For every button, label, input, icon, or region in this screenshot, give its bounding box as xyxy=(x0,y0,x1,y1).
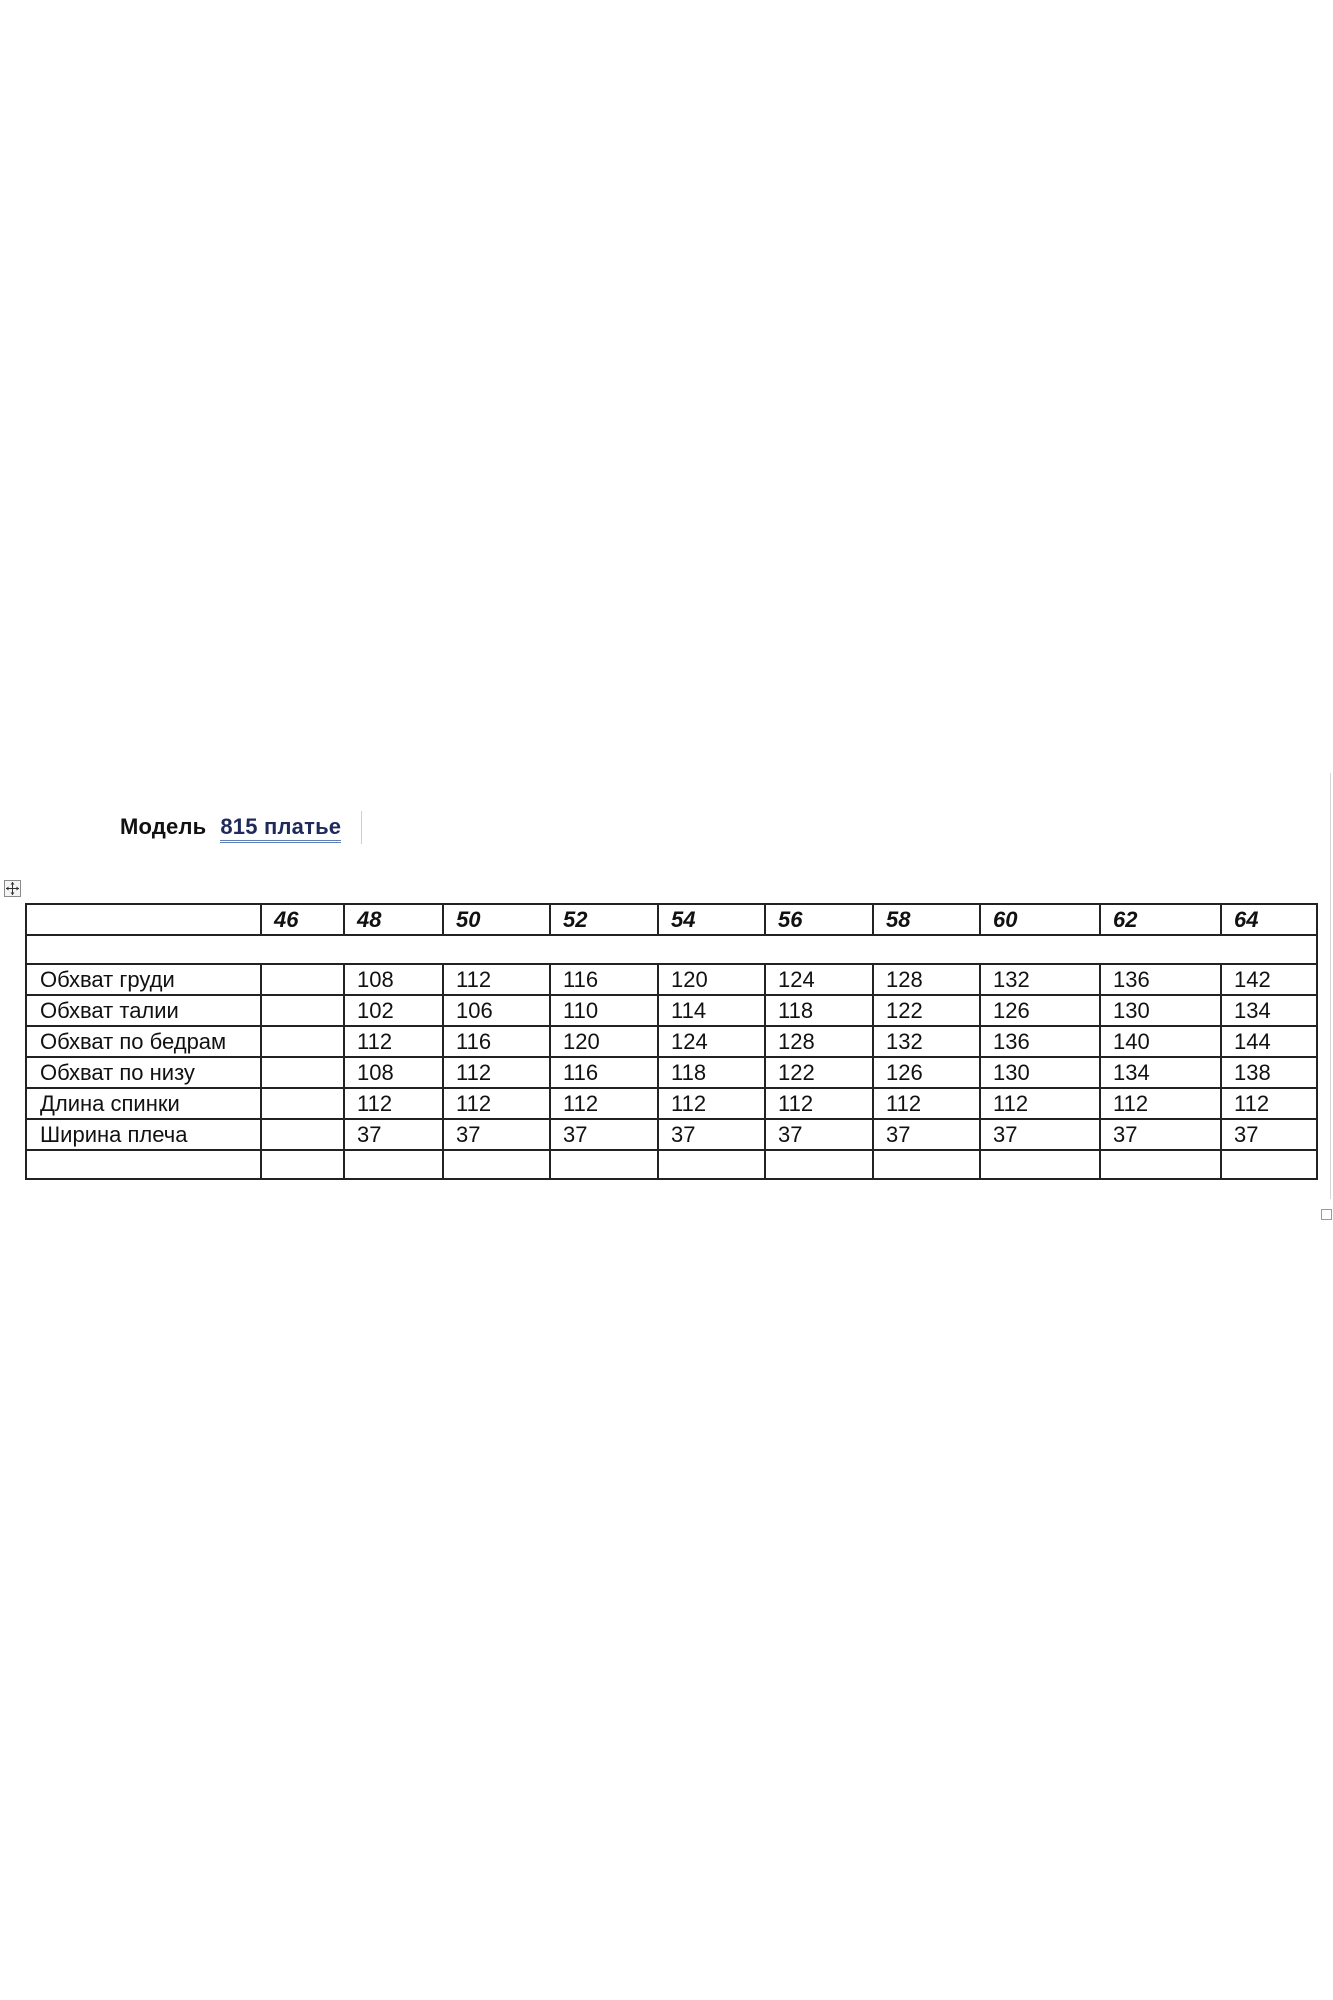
measurement-label[interactable]: Обхват по бедрам xyxy=(26,1026,261,1057)
measurement-value-cell[interactable]: 130 xyxy=(1100,995,1221,1026)
title-label: Модель xyxy=(120,814,207,839)
measurement-value-cell[interactable]: 126 xyxy=(980,995,1100,1026)
measurement-value-cell[interactable]: 102 xyxy=(344,995,443,1026)
measurement-row xyxy=(26,995,1317,1026)
measurement-value-cell[interactable]: 112 xyxy=(980,1088,1100,1119)
measurement-row xyxy=(26,964,1317,995)
measurement-value-cell[interactable]: 126 xyxy=(873,1057,980,1088)
measurement-value-cell[interactable]: 116 xyxy=(550,964,658,995)
measurement-value-cell[interactable]: 112 xyxy=(344,1026,443,1057)
empty-cell[interactable] xyxy=(443,1150,550,1179)
measurement-value-cell[interactable] xyxy=(261,1119,344,1150)
size-header-cell[interactable]: 46 xyxy=(261,904,344,935)
measurement-row xyxy=(26,1057,1317,1088)
empty-cell[interactable] xyxy=(1221,1150,1317,1179)
measurement-value-cell[interactable]: 112 xyxy=(873,1088,980,1119)
measurement-value-cell[interactable]: 124 xyxy=(765,964,873,995)
measurement-value-cell[interactable]: 112 xyxy=(1100,1088,1221,1119)
measurement-value-cell[interactable]: 142 xyxy=(1221,964,1317,995)
empty-cell[interactable] xyxy=(873,1150,980,1179)
measurement-value-cell[interactable]: 136 xyxy=(980,1026,1100,1057)
blank-merged-cell[interactable] xyxy=(26,935,1317,964)
size-header-cell[interactable]: 62 xyxy=(1100,904,1221,935)
measurement-value-cell[interactable]: 134 xyxy=(1221,995,1317,1026)
measurement-value-cell[interactable] xyxy=(261,1026,344,1057)
measurement-value-cell[interactable]: 37 xyxy=(658,1119,765,1150)
measurement-value-cell[interactable]: 118 xyxy=(658,1057,765,1088)
measurement-label[interactable]: Обхват по низу xyxy=(26,1057,261,1088)
measurement-value-cell[interactable] xyxy=(261,1088,344,1119)
measurement-value-cell[interactable]: 116 xyxy=(550,1057,658,1088)
empty-cell[interactable] xyxy=(26,1150,261,1179)
empty-cell[interactable] xyxy=(261,1150,344,1179)
measurement-value-cell[interactable]: 122 xyxy=(765,1057,873,1088)
measurement-value-cell[interactable]: 120 xyxy=(658,964,765,995)
size-header-cell[interactable]: 52 xyxy=(550,904,658,935)
measurement-value-cell[interactable]: 124 xyxy=(658,1026,765,1057)
empty-cell[interactable] xyxy=(550,1150,658,1179)
measurement-value-cell[interactable]: 106 xyxy=(443,995,550,1026)
measurement-value-cell[interactable]: 37 xyxy=(550,1119,658,1150)
measurement-value-cell[interactable]: 37 xyxy=(344,1119,443,1150)
size-chart-table xyxy=(25,903,1318,1180)
size-header-cell[interactable]: 48 xyxy=(344,904,443,935)
measurement-value-cell[interactable] xyxy=(261,1057,344,1088)
measurement-value-cell[interactable]: 134 xyxy=(1100,1057,1221,1088)
measurement-value-cell[interactable]: 130 xyxy=(980,1057,1100,1088)
size-header-cell[interactable]: 54 xyxy=(658,904,765,935)
measurement-value-cell[interactable] xyxy=(261,964,344,995)
measurement-value-cell[interactable]: 114 xyxy=(658,995,765,1026)
measurement-value-cell[interactable]: 112 xyxy=(344,1088,443,1119)
measurement-value-cell[interactable]: 132 xyxy=(980,964,1100,995)
size-header-cell[interactable]: 60 xyxy=(980,904,1100,935)
measurement-value-cell[interactable]: 116 xyxy=(443,1026,550,1057)
measurement-value-cell[interactable]: 108 xyxy=(344,1057,443,1088)
measurement-label[interactable]: Обхват груди xyxy=(26,964,261,995)
measurement-value-cell[interactable]: 144 xyxy=(1221,1026,1317,1057)
empty-cell[interactable] xyxy=(344,1150,443,1179)
measurement-value-cell[interactable]: 136 xyxy=(1100,964,1221,995)
measurement-value-cell[interactable]: 112 xyxy=(443,1088,550,1119)
text-cursor-line xyxy=(361,811,362,844)
measurement-row xyxy=(26,1026,1317,1057)
measurement-value-cell[interactable]: 37 xyxy=(980,1119,1100,1150)
measurement-value-cell[interactable]: 112 xyxy=(1221,1088,1317,1119)
measurement-label[interactable]: Ширина плеча xyxy=(26,1119,261,1150)
model-number[interactable]: 815 платье xyxy=(220,814,341,843)
measurement-value-cell[interactable]: 112 xyxy=(443,964,550,995)
measurement-row xyxy=(26,1088,1317,1119)
page-edge-line xyxy=(1330,773,1331,1199)
measurement-value-cell[interactable]: 122 xyxy=(873,995,980,1026)
header-empty-cell[interactable] xyxy=(26,904,261,935)
empty-cell[interactable] xyxy=(658,1150,765,1179)
measurement-value-cell[interactable]: 112 xyxy=(658,1088,765,1119)
measurement-label[interactable]: Обхват талии xyxy=(26,995,261,1026)
measurement-value-cell[interactable]: 108 xyxy=(344,964,443,995)
size-header-cell[interactable]: 58 xyxy=(873,904,980,935)
measurement-value-cell[interactable] xyxy=(261,995,344,1026)
document-title xyxy=(120,814,341,840)
measurement-value-cell[interactable]: 37 xyxy=(443,1119,550,1150)
blank-merged-row xyxy=(26,935,1317,964)
size-header-cell[interactable]: 64 xyxy=(1221,904,1317,935)
empty-trailing-row xyxy=(26,1150,1317,1179)
measurement-value-cell[interactable]: 112 xyxy=(550,1088,658,1119)
table-resize-handle-icon[interactable] xyxy=(1321,1209,1332,1220)
empty-cell[interactable] xyxy=(980,1150,1100,1179)
measurement-value-cell[interactable]: 140 xyxy=(1100,1026,1221,1057)
four-arrows-move-icon xyxy=(5,881,20,896)
measurement-value-cell[interactable]: 37 xyxy=(1100,1119,1221,1150)
measurement-value-cell[interactable]: 110 xyxy=(550,995,658,1026)
measurement-value-cell[interactable]: 112 xyxy=(765,1088,873,1119)
size-header-cell[interactable]: 56 xyxy=(765,904,873,935)
measurement-value-cell[interactable]: 128 xyxy=(765,1026,873,1057)
measurement-value-cell[interactable]: 112 xyxy=(443,1057,550,1088)
measurement-value-cell[interactable]: 37 xyxy=(1221,1119,1317,1150)
measurement-label[interactable]: Длина спинки xyxy=(26,1088,261,1119)
measurement-value-cell[interactable]: 128 xyxy=(873,964,980,995)
empty-cell[interactable] xyxy=(765,1150,873,1179)
measurement-value-cell[interactable]: 118 xyxy=(765,995,873,1026)
table-move-icon[interactable] xyxy=(4,880,21,897)
measurement-value-cell[interactable]: 138 xyxy=(1221,1057,1317,1088)
measurement-value-cell[interactable]: 120 xyxy=(550,1026,658,1057)
measurement-value-cell[interactable]: 37 xyxy=(873,1119,980,1150)
measurement-value-cell[interactable]: 132 xyxy=(873,1026,980,1057)
measurement-row xyxy=(26,1119,1317,1150)
measurement-value-cell[interactable]: 37 xyxy=(765,1119,873,1150)
empty-cell[interactable] xyxy=(1100,1150,1221,1179)
size-header-row xyxy=(26,904,1317,935)
size-header-cell[interactable]: 50 xyxy=(443,904,550,935)
